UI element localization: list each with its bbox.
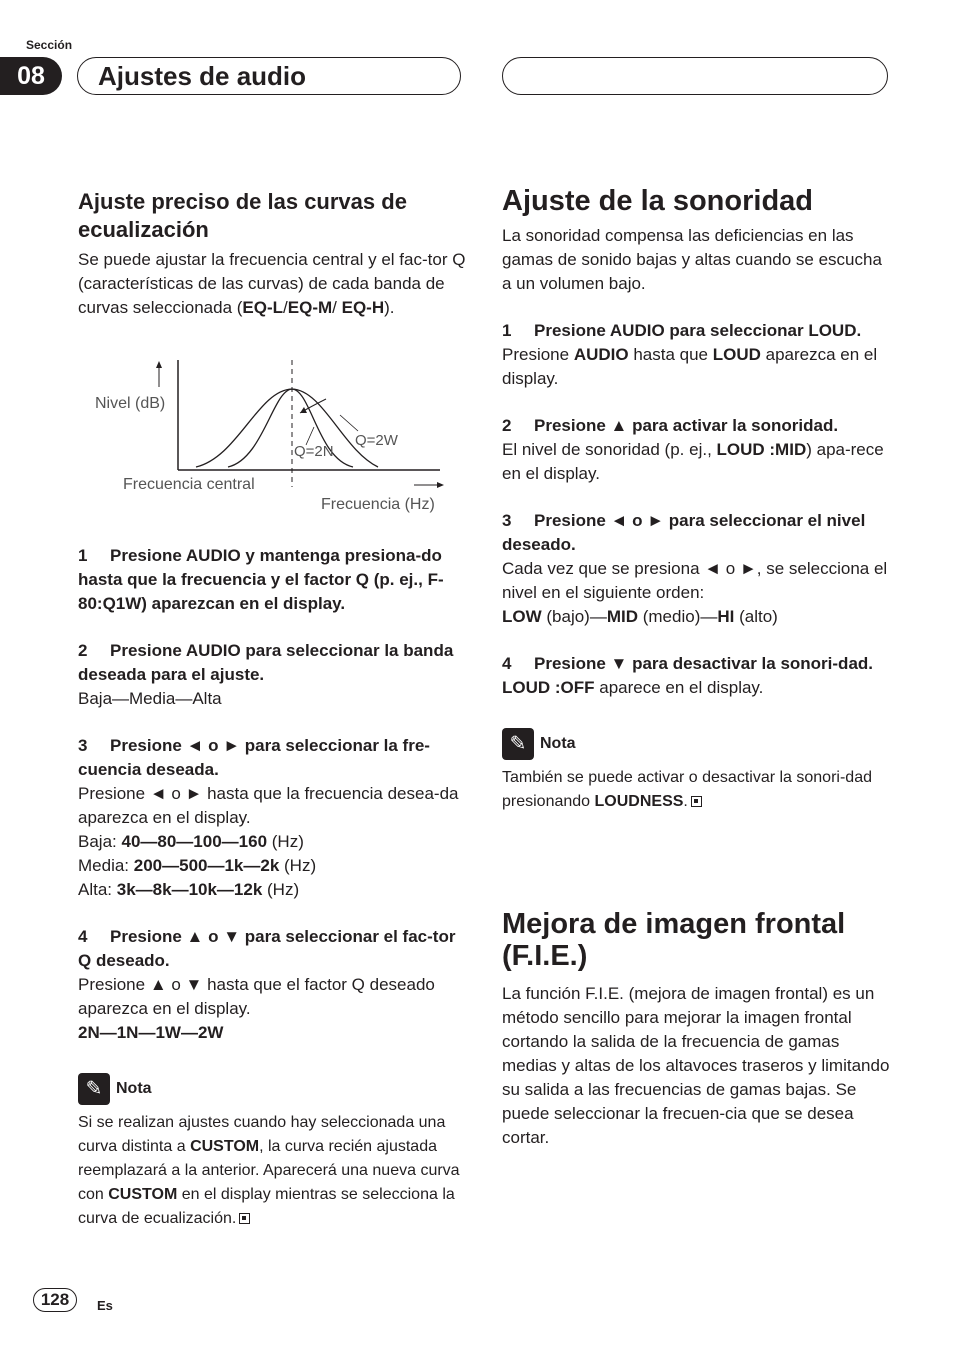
eq-step-4: 4 Presione ▲ o ▼ para seleccionar el fac-tor Q deseado. <box>78 927 456 970</box>
loud-step-2-body: El nivel de sonoridad (p. ej., LOUD :MID) apa-rece en el display. <box>502 440 884 483</box>
eq-alta-values: Alta: 3k—8k—10k—12k (Hz) <box>78 880 300 899</box>
eq-curve-diagram <box>78 355 458 525</box>
page-title: Ajustes de audio <box>98 61 307 91</box>
eq-q-values: 2N—1N—1W—2W <box>78 1023 224 1042</box>
q-2w-label: Q=2W <box>355 432 398 449</box>
eq-intro: Se puede ajustar la frecuencia central y el fac-tor Q (características de las curvas) de cada banda de curvas seleccionada (EQ-L/EQ-M/ EQ-H). <box>78 250 466 317</box>
eq-step-3: 3 Presione ◄ o ► para seleccionar la fre-cuencia deseada. <box>78 736 430 779</box>
fie-text: La función F.I.E. (mejora de imagen frontal) es un método sencillo para mejorar la imagen frontal cortando la salida de la frecuencia de gamas medias y altas de los altavoces traseros y limitando su salida a las frecuencias de gamas bajas. Se puede seleccionar la frecuen-cia que se desea cortar. <box>502 984 890 1147</box>
fie-section <box>502 908 894 1150</box>
eq-baja-values: Baja: 40—80—100—160 (Hz) <box>78 832 304 851</box>
fie-heading: Mejora de imagen frontal (F.I.E.) <box>502 908 846 972</box>
eq-step-2: 2 Presione AUDIO para seleccionar la banda deseada para el ajuste. <box>78 641 454 684</box>
end-mark-icon <box>239 1213 250 1224</box>
loud-step-2: 2 Presione ▲ para activar la sonoridad. <box>502 416 839 435</box>
eq-note-text: Si se realizan ajustes cuando hay seleccionada una curva distinta a CUSTOM, la curva recién ajustada reemplazará a la anterior. Aparecerá una nueva curva con CUSTOM en el display mientras se selecciona la curva de ecualización. <box>78 1114 460 1227</box>
loud-note-header: ✎ Nota <box>502 728 894 760</box>
header-empty-box <box>502 57 888 95</box>
eq-heading: Ajuste preciso de las curvas de ecualización <box>78 189 407 242</box>
center-frequency-label: Frecuencia central <box>123 476 255 493</box>
eq-step-3-body: Presione ◄ o ► hasta que la frecuencia desea-da aparezca en el display. <box>78 784 459 827</box>
right-column <box>502 185 894 814</box>
x-axis-label: Frecuencia (Hz) <box>321 496 435 513</box>
loud-step-1: 1 Presione AUDIO para seleccionar LOUD. <box>502 321 862 340</box>
y-axis-label: Nivel (dB) <box>95 395 166 412</box>
eq-step-4-body: Presione ▲ o ▼ hasta que el factor Q deseado aparezca en el display. <box>78 975 435 1018</box>
eq-note-header: ✎ Nota <box>78 1073 468 1105</box>
loud-step-4: 4 Presione ▼ para desactivar la sonori-dad. <box>502 654 874 673</box>
loud-step-1-body: Presione AUDIO hasta que LOUD aparezca en el display. <box>502 345 878 388</box>
eq-step-1: 1 Presione AUDIO y mantenga presiona-do hasta que la frecuencia y el factor Q (p. ej., F- 80:Q1W) aparezcan en el display. <box>78 546 444 613</box>
page-number: 128 <box>33 1288 77 1312</box>
loud-step-3: 3 Presione ◄ o ► para seleccionar el nivel deseado. <box>502 511 866 554</box>
loudness-heading: Ajuste de la sonoridad <box>502 185 813 217</box>
note-pencil-icon: ✎ <box>502 728 534 760</box>
eq-steps <box>78 544 468 1231</box>
eq-step-2-body: Baja—Media—Alta <box>78 689 222 708</box>
section-number-badge: 08 <box>0 57 62 95</box>
loud-step-4-body: LOUD :OFF aparece en el display. <box>502 678 764 697</box>
loudness-intro: La sonoridad compensa las deficiencias en las gamas de sonido bajas y altas cuando se escucha a un volumen bajo. <box>502 226 882 293</box>
end-mark-icon <box>691 796 702 807</box>
loud-note-text: También se puede activar o desactivar la sonori-dad presionando LOUDNESS. <box>502 769 872 810</box>
loud-level-order: LOW (bajo)—MID (medio)—HI (alto) <box>502 607 778 626</box>
note-pencil-icon: ✎ <box>78 1073 110 1105</box>
eq-media-values: Media: 200—500—1k—2k (Hz) <box>78 856 317 875</box>
language-code: Es <box>97 1298 113 1313</box>
q-2n-label: Q=2N <box>294 443 334 460</box>
loud-step-3-body: Cada vez que se presiona ◄ o ►, se selecciona el nivel en el siguiente orden: <box>502 559 888 602</box>
section-label: Sección <box>26 38 73 52</box>
left-column <box>78 188 468 320</box>
